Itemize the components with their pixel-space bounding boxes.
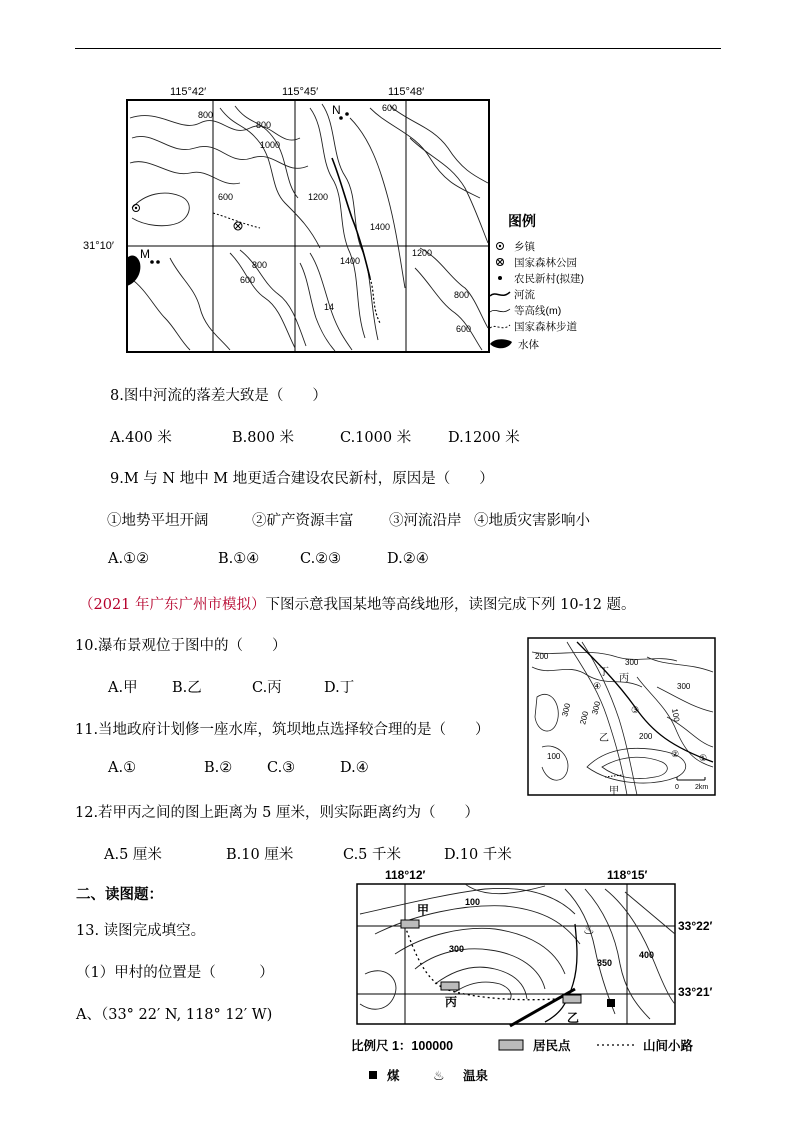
legend-title: 图例 <box>508 213 536 229</box>
q8-stem: 8.图中河流的落差大致是（ ） <box>110 388 327 404</box>
map2-point-2: ② <box>671 749 680 759</box>
map2-contour: 300 <box>677 682 691 691</box>
settlement-icon <box>499 1040 523 1050</box>
map2-point-3: ③ <box>631 705 640 715</box>
map3-village-bing: 丙 <box>445 995 458 1009</box>
map3-svg <box>345 864 755 1094</box>
map3-lon-1: 118°12′ <box>385 868 426 882</box>
header-rule <box>75 48 721 49</box>
map2-contour: 100 <box>670 707 682 723</box>
q12-stem: 12.若甲丙之间的图上距离为 5 厘米，则实际距离约为（ ） <box>75 805 480 821</box>
map3-lon-2: 118°15′ <box>607 868 648 882</box>
q8-option-a[interactable]: A.400 米 <box>110 430 172 446</box>
map2-contour: 100 <box>547 752 561 761</box>
q11-option-c[interactable]: C.③ <box>267 760 296 776</box>
q9-item-3: ③河流沿岸 <box>389 513 462 529</box>
map2-contour: 300 <box>560 702 573 718</box>
map1-svg <box>70 78 610 358</box>
map1-legend <box>490 213 584 351</box>
map3-village-jia: 甲 <box>417 903 430 917</box>
q11-stem: 11.当地政府计划修一座水库，筑坝地点选择较合理的是（ ） <box>75 722 490 738</box>
contour-label: 1200 <box>412 248 433 258</box>
map1-lon-3: 115°48′ <box>388 86 425 98</box>
contour-label: 1400 <box>340 256 361 266</box>
contour-label: 800 <box>198 110 214 120</box>
map1-north: N <box>332 103 341 117</box>
map3-contour: 300 <box>449 944 465 954</box>
q10-option-a[interactable]: A.甲 <box>108 680 138 696</box>
coal-icon <box>607 999 615 1007</box>
coal-legend-icon <box>369 1071 377 1079</box>
map2-point-1: ① <box>699 753 708 763</box>
map2-contour: 200 <box>535 652 549 661</box>
map3-village-yi: 乙 <box>567 1011 580 1025</box>
map2-svg <box>527 637 717 797</box>
q12-option-c[interactable]: C.5 千米 <box>343 847 402 863</box>
intro-text: 下图示意我国某地等高线地形，读图完成下列 10-12 题。 <box>265 597 636 613</box>
legend-forest-park: 国家森林公园 <box>514 257 577 269</box>
contour-label: 14 <box>324 302 335 312</box>
q9-item-4: ④地质灾害影响小 <box>474 513 590 529</box>
legend-village: 农民新村(拟建) <box>514 273 584 285</box>
legend-town: 乡镇 <box>514 241 535 253</box>
map3-scale: 比例尺 1：100000 <box>351 1039 454 1053</box>
map1-lon-2: 115°45′ <box>282 86 319 98</box>
contour-label: 1200 <box>308 192 329 202</box>
q9-stem: 9.M 与 N 地中 M 地更适合建设农民新村，原因是（ ） <box>110 471 494 487</box>
q10-stem: 10.瀑布景观位于图中的（ ） <box>75 638 287 654</box>
map2-point-4: ④ <box>593 681 602 691</box>
map2-contour: 300 <box>625 658 639 667</box>
q12-option-d[interactable]: D.10 千米 <box>444 847 512 863</box>
map2-scale-0: 0 <box>675 784 679 791</box>
section2-title: 二、读图题： <box>76 886 163 903</box>
map1-lat: 31°10′ <box>83 240 114 252</box>
q12-option-b[interactable]: B.10 厘米 <box>226 847 294 863</box>
q9-item-2: ②矿产资源丰富 <box>252 513 354 529</box>
contour-label: 600 <box>218 192 234 202</box>
contour-label: 600 <box>240 275 256 285</box>
q8-option-c[interactable]: C.1000 米 <box>340 430 412 446</box>
q9-option-a[interactable]: A.①② <box>108 551 150 567</box>
map2-scale-2km: 2km <box>695 784 709 791</box>
map2-label-yi: 乙 <box>599 733 609 744</box>
legend-contour: 等高线(m) <box>514 305 562 317</box>
section-intro <box>79 593 636 614</box>
map3-contour: 400 <box>639 950 655 960</box>
map2-label-ding: 丁 <box>599 667 609 678</box>
legend-trail: 国家森林步道 <box>514 321 577 333</box>
map3-contour: 100 <box>465 897 481 907</box>
q9-item-1: ①地势平坦开阔 <box>107 513 209 529</box>
intro-source: （2021 年广东广州市模拟） <box>79 597 266 613</box>
map3-lat-1: 33°22′ <box>678 919 713 933</box>
map3-contour: 350 <box>597 958 613 968</box>
contour-label: 600 <box>382 103 398 113</box>
hotspring-icon: ♨ <box>583 922 595 937</box>
q11-option-a[interactable]: A.① <box>108 760 137 776</box>
contour-label: 1000 <box>260 140 281 150</box>
legend-river: 河流 <box>514 289 535 301</box>
q10-option-d[interactable]: D.丁 <box>324 680 355 696</box>
map2-label-bing: 丙 <box>619 673 629 684</box>
topographic-map-1 <box>70 78 610 358</box>
topographic-map-3 <box>345 864 755 1094</box>
contour-label: 800 <box>252 260 268 270</box>
q11-option-d[interactable]: D.④ <box>340 760 369 776</box>
q13-option-a[interactable]: A、（33° 22′ N, 118° 12′ W) <box>76 1007 273 1023</box>
q11-option-b[interactable]: B.② <box>204 760 233 776</box>
contour-label: 800 <box>256 120 272 130</box>
q10-option-b[interactable]: B.乙 <box>172 680 202 696</box>
map3-legend-settlement: 居民点 <box>533 1039 571 1053</box>
q8-option-b[interactable]: B.800 米 <box>232 430 295 446</box>
map1-m: M <box>140 247 150 261</box>
map2-contour: 300 <box>590 700 603 716</box>
q13-stem: 13. 读图完成填空。 <box>76 923 206 939</box>
map1-lon-1: 115°42′ <box>170 86 207 98</box>
q8-option-d[interactable]: D.1200 米 <box>448 430 520 446</box>
map2-contour: 200 <box>639 732 653 741</box>
contour-label: 800 <box>454 290 470 300</box>
map3-legend-path: 山间小路 <box>643 1039 694 1053</box>
map2-label-jia: 甲 <box>609 786 619 797</box>
q9-option-d[interactable]: D.②④ <box>387 551 429 567</box>
contour-label: 1400 <box>370 222 391 232</box>
legend-water: 水体 <box>518 339 539 351</box>
map3-lat-2: 33°21′ <box>678 985 713 999</box>
q9-option-c[interactable]: C.②③ <box>300 551 342 567</box>
topographic-map-2 <box>527 637 717 797</box>
map3-legend-coal: 煤 <box>387 1069 400 1083</box>
q9-option-b[interactable]: B.①④ <box>218 551 260 567</box>
map2-contour: 200 <box>578 710 591 726</box>
q13-sub1: （1）甲村的位置是（ ） <box>76 965 274 981</box>
contour-label: 600 <box>456 324 472 334</box>
map3-legend-hotspring: 温泉 <box>463 1069 489 1083</box>
q10-option-c[interactable]: C.丙 <box>252 680 282 696</box>
q12-option-a[interactable]: A.5 厘米 <box>104 847 162 863</box>
hotspring-legend-icon: ♨ <box>433 1068 445 1083</box>
